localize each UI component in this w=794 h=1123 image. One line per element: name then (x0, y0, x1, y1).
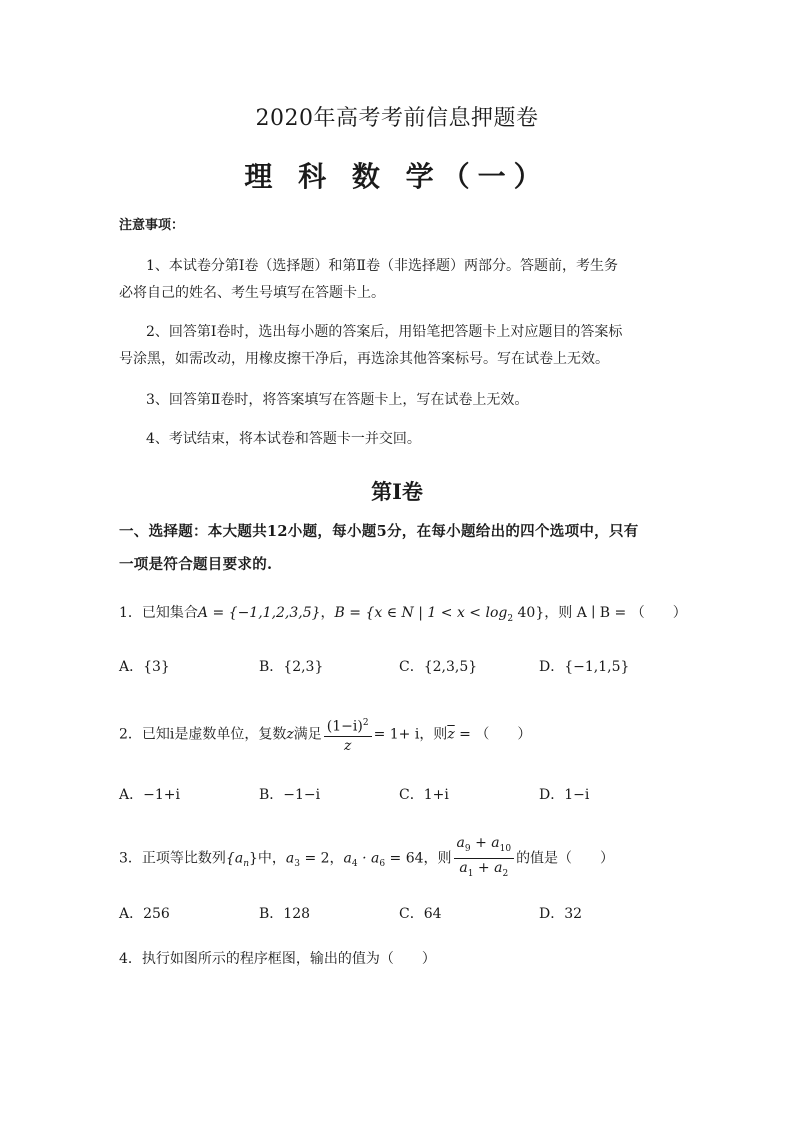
question-1 (119, 603, 687, 629)
note-item: 4、考试结束，将本试卷和答题卡一并交回。 (146, 431, 421, 447)
q3-prefix: 3．正项等比数列 (119, 850, 226, 867)
q3-a4-sub: 4 (351, 859, 358, 870)
q3-tail: 的值是（ ） (516, 850, 615, 867)
question-3 (119, 834, 614, 884)
q3-den-a-sub: 1 (467, 868, 474, 879)
notes-label: 注意事项： (119, 218, 185, 233)
q2-option-c: C．1+i (399, 787, 449, 803)
q3-a6-sub: 6 (379, 859, 386, 870)
exam-subtitle: 理 科 数 学（一） (244, 160, 550, 193)
q3-num-b-sub: 10 (499, 843, 512, 854)
q2-var: z (286, 726, 294, 743)
q1-set-b: B = {x ∈ N | 1 < x < log (334, 605, 508, 621)
q2-conj: $\overline{z}$ (447, 726, 455, 743)
q3-den-plus: + a (473, 859, 503, 876)
q3-option-b: B．128 (259, 906, 311, 922)
exam-title: 2020年高考考前信息押题卷 (255, 106, 539, 131)
q3-num-plus: + a (470, 835, 500, 851)
q1-log-base: 2 (507, 613, 514, 624)
q3-a46-val: = 64 (385, 850, 424, 867)
q2-tail: = （ ） (454, 726, 532, 743)
note-item: 1、本试卷分第Ⅰ卷（选择题）和第Ⅱ卷（非选择题）两部分。答题前，考生务 (146, 258, 618, 274)
q1-tail: ，则 A ∣ B = （ ） (544, 605, 687, 621)
q2-prefix: 2．已知i是虚数单位，复数 (119, 726, 287, 743)
q3-seq: {a (225, 850, 244, 867)
q3-mid2: ，则 (423, 850, 452, 867)
q1-option-c: C．{2,3,5} (399, 659, 478, 675)
q3-seq-sub: n (243, 859, 249, 870)
q3-num-a: a (456, 835, 465, 851)
q2-denominator: z (343, 737, 352, 754)
q3-den-a: a (459, 859, 468, 876)
q3-option-d: D．32 (539, 906, 583, 922)
q3-mid1: 中， (257, 850, 286, 867)
q2-mid: 满足 (293, 726, 322, 743)
question-2 (119, 714, 531, 755)
q3-a3: a (285, 850, 295, 867)
q3-a3-sub: 3 (294, 859, 300, 870)
q1-option-a: A．{3} (119, 659, 170, 675)
question-4: 4．执行如图所示的程序框图，输出的值为（ ） (119, 951, 436, 967)
q2-option-d: D．1−i (539, 787, 590, 803)
note-item: 必将自己的姓名、考生号填写在答题卡上。 (119, 285, 385, 301)
q2-num-exp: 2 (362, 718, 369, 728)
q3-dot: · a (357, 850, 380, 867)
section-title: 第Ⅰ卷 (371, 479, 423, 504)
note-item: 2、回答第Ⅰ卷时，选出每小题的答案后，用铅笔把答题卡上对应题目的答案标 (146, 324, 623, 340)
q2-tail-pre: ，则 (419, 726, 448, 743)
section-instruction: 一项是符合题目要求的. (119, 556, 273, 573)
q2-option-b: B．−1−i (259, 787, 321, 803)
note-item: 3、回答第Ⅱ卷时，将答案填写在答题卡上，写在试卷上无效。 (146, 392, 529, 408)
q1-sep: ， (320, 605, 335, 621)
q2-numerator: (1−i) (326, 718, 363, 735)
q1-prefix: 1．已知集合 (119, 605, 198, 621)
q3-seq-end: } (248, 850, 258, 867)
q3-a4: a (343, 850, 352, 867)
note-item: 号涂黑，如需改动，用橡皮擦干净后，再选涂其他答案标号。写在试卷上无效。 (119, 351, 609, 367)
q3-den-b-sub: 2 (502, 868, 509, 879)
q3-option-c: C．64 (399, 906, 442, 922)
q2-fraction (324, 714, 372, 755)
q2-rhs: = 1+ i (373, 726, 420, 743)
q1-option-b: B．{2,3} (259, 659, 324, 675)
q3-option-a: A．256 (119, 906, 170, 922)
q3-a3-val: = 2 (300, 850, 330, 867)
q1-set-a: A = {−1,1,2,3,5} (197, 605, 321, 621)
section-instruction: 一、选择题：本大题共12小题，每小题5分，在每小题给出的四个选项中，只有 (119, 523, 639, 540)
q3-sep: ， (329, 850, 344, 867)
q3-fraction (454, 834, 515, 883)
q2-option-a: A．−1+i (119, 787, 180, 803)
q3-num-a-sub: 9 (464, 843, 471, 854)
q1-set-b-end: 40} (513, 605, 545, 621)
q1-option-d: D．{−1,1,5} (539, 659, 630, 675)
